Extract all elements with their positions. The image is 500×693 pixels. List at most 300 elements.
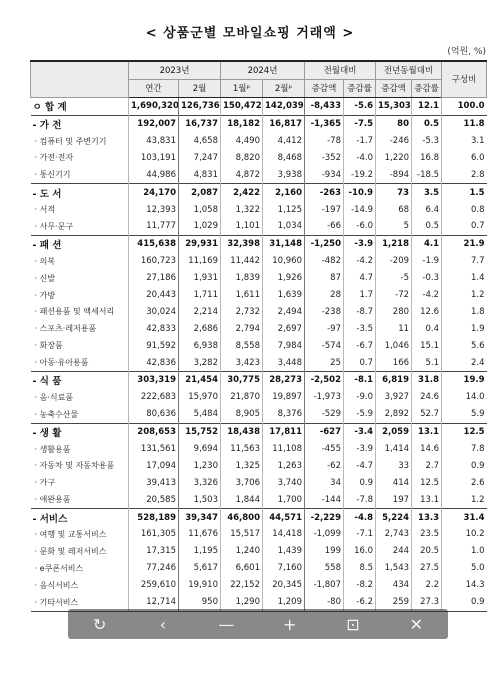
table-row xyxy=(31,457,487,474)
table-cell: 2.6 xyxy=(442,474,487,491)
table-cell: 3,448 xyxy=(263,354,305,371)
table-cell: 6,938 xyxy=(179,337,221,354)
table-cell: 77,246 xyxy=(129,560,179,577)
table-row xyxy=(31,474,487,491)
table-cell: 24.6 xyxy=(412,389,442,406)
table-cell: 2,686 xyxy=(179,320,221,337)
table-cell: 2.2 xyxy=(412,577,442,594)
table-cell: 126,736 xyxy=(179,97,221,115)
table-cell: 13.1 xyxy=(412,491,442,508)
table-cell: 43,831 xyxy=(129,133,179,150)
table-cell: 1,209 xyxy=(263,594,305,611)
table-cell: 2,494 xyxy=(263,303,305,320)
table-cell: 0.5 xyxy=(412,218,442,235)
table-cell: 17,315 xyxy=(129,543,179,560)
table-cell: -455 xyxy=(305,441,344,458)
table-cell: 23.5 xyxy=(412,526,442,543)
table-cell: 3,282 xyxy=(179,354,221,371)
table-cell: 1.7 xyxy=(344,287,376,304)
table-cell: 1.2 xyxy=(442,491,487,508)
table-cell: -529 xyxy=(305,406,344,423)
table-cell: 100.0 xyxy=(442,97,487,115)
table-cell: -1,099 xyxy=(305,526,344,543)
row-label: · 음식서비스 xyxy=(34,580,79,590)
table-cell: -5.6 xyxy=(344,97,376,115)
table-cell: 11,108 xyxy=(263,441,305,458)
table-cell: -4.8 xyxy=(344,509,376,526)
table-cell: -78 xyxy=(305,133,344,150)
table-cell: 142,039 xyxy=(263,97,305,115)
table-cell: 12.5 xyxy=(412,474,442,491)
table-cell: -1,365 xyxy=(305,115,344,132)
prev-icon[interactable]: ‹ xyxy=(159,614,167,634)
table-cell: 1,639 xyxy=(263,287,305,304)
table-row xyxy=(31,287,487,304)
row-label: · 통신기기 xyxy=(34,170,71,180)
table-cell: 8,905 xyxy=(221,406,263,423)
row-label: · e쿠폰서비스 xyxy=(34,563,84,573)
table-cell: 5.0 xyxy=(442,560,487,577)
table-cell: 280 xyxy=(376,303,412,320)
table-cell: 1,690,320 xyxy=(129,97,179,115)
table-cell: -934 xyxy=(305,166,344,183)
row-label: · 사무·문구 xyxy=(34,221,74,231)
table-cell: -4.7 xyxy=(344,457,376,474)
table-cell: 4,658 xyxy=(179,133,221,150)
table-cell: -72 xyxy=(376,287,412,304)
table-cell: -2,502 xyxy=(305,372,344,389)
table-cell: -5.3 xyxy=(412,133,442,150)
table-cell: 1.8 xyxy=(442,303,487,320)
table-cell: 28,273 xyxy=(263,372,305,389)
table-cell: 31.4 xyxy=(442,509,487,526)
minus-icon[interactable]: — xyxy=(218,614,235,634)
table-row xyxy=(31,441,487,458)
table-cell: 7.8 xyxy=(442,441,487,458)
row-label: - 가 전 xyxy=(31,115,129,132)
table-cell: 4,412 xyxy=(263,133,305,150)
table-cell: 13.3 xyxy=(412,509,442,526)
table-cell: 5,224 xyxy=(376,509,412,526)
table-cell: 14.0 xyxy=(442,389,487,406)
table-cell: 7.7 xyxy=(442,253,487,270)
table-cell: 4,490 xyxy=(221,133,263,150)
table-cell: 25 xyxy=(305,354,344,371)
table-cell: 1,029 xyxy=(179,218,221,235)
table-cell: 160,723 xyxy=(129,253,179,270)
table-cell: 2,743 xyxy=(376,526,412,543)
table-cell: 1,240 xyxy=(221,543,263,560)
table-cell: 197 xyxy=(376,491,412,508)
header-mom-diff: 증감액 xyxy=(305,79,344,97)
table-cell: 5,484 xyxy=(179,406,221,423)
table-row xyxy=(31,115,487,132)
header-share: 구성비 xyxy=(442,61,487,97)
table-cell: 8,558 xyxy=(221,337,263,354)
table-row xyxy=(31,253,487,270)
table-cell: 14,418 xyxy=(263,526,305,543)
table-cell: 52.7 xyxy=(412,406,442,423)
table-cell: 16,737 xyxy=(179,115,221,132)
table-cell: 244 xyxy=(376,543,412,560)
table-cell: 1,101 xyxy=(221,218,263,235)
table-row xyxy=(31,133,487,150)
table-row xyxy=(31,270,487,287)
table-body xyxy=(31,97,487,611)
table-cell: 2.4 xyxy=(442,354,487,371)
table-cell: 3,706 xyxy=(221,474,263,491)
row-label: · 패션용품 및 액세서리 xyxy=(34,307,115,317)
table-cell: 528,189 xyxy=(129,509,179,526)
table-cell: 80 xyxy=(376,115,412,132)
table-cell: 27,186 xyxy=(129,270,179,287)
table-cell: 80,636 xyxy=(129,406,179,423)
table-cell: 1,263 xyxy=(263,457,305,474)
table-cell: -0.3 xyxy=(412,270,442,287)
table-cell: 166 xyxy=(376,354,412,371)
table-cell: 0.4 xyxy=(412,320,442,337)
table-cell: 46,800 xyxy=(221,509,263,526)
row-label: - 식 품 xyxy=(31,372,129,389)
table-row xyxy=(31,509,487,526)
table-cell: -9.0 xyxy=(344,389,376,406)
table-cell: 12,714 xyxy=(129,594,179,611)
table-cell: 2,794 xyxy=(221,320,263,337)
row-label: · 가방 xyxy=(34,290,56,300)
table-cell: -3.9 xyxy=(344,441,376,458)
table-cell: 1,611 xyxy=(221,287,263,304)
table-cell: 11,442 xyxy=(221,253,263,270)
table-cell: 15,970 xyxy=(179,389,221,406)
table-cell: -1.9 xyxy=(412,253,442,270)
table-cell: 192,007 xyxy=(129,115,179,132)
table-cell: 6,819 xyxy=(376,372,412,389)
table-cell: 1,325 xyxy=(221,457,263,474)
row-label: - 서비스 xyxy=(31,509,129,526)
table-cell: 222,683 xyxy=(129,389,179,406)
table-cell: 6,601 xyxy=(221,560,263,577)
table-row xyxy=(31,491,487,508)
table-cell: -238 xyxy=(305,303,344,320)
table-cell: 161,305 xyxy=(129,526,179,543)
table-cell: 12,393 xyxy=(129,201,179,218)
table-row xyxy=(31,149,487,166)
table-cell: 0.9 xyxy=(442,457,487,474)
table-cell: 31.8 xyxy=(412,372,442,389)
table-cell: 4,831 xyxy=(179,166,221,183)
table-cell: 6.4 xyxy=(412,201,442,218)
table-cell: -3.4 xyxy=(344,423,376,440)
header-mom-rate: 증감률 xyxy=(344,79,376,97)
table-cell: -7.8 xyxy=(344,491,376,508)
table-cell: -4.0 xyxy=(344,149,376,166)
table-cell: 259,610 xyxy=(129,577,179,594)
table-cell: 12.1 xyxy=(412,97,442,115)
table-cell: 13.1 xyxy=(412,423,442,440)
table-cell: 2,087 xyxy=(179,184,221,201)
table-cell: 1,414 xyxy=(376,441,412,458)
table-cell: 2,732 xyxy=(221,303,263,320)
table-cell: 22,152 xyxy=(221,577,263,594)
table-cell: -4.2 xyxy=(344,253,376,270)
row-label: · 신발 xyxy=(34,273,56,283)
table-cell: -3.5 xyxy=(344,320,376,337)
header-feb: 2월 xyxy=(179,79,221,97)
row-label: · 의복 xyxy=(34,256,56,266)
table-row xyxy=(31,354,487,371)
table-cell: -6.0 xyxy=(344,218,376,235)
row-label: · 자동차 및 자동차용품 xyxy=(34,461,115,471)
table-cell: -482 xyxy=(305,253,344,270)
header-yoy-diff: 증감액 xyxy=(376,79,412,97)
shopping-table xyxy=(30,60,487,612)
table-cell: 7,247 xyxy=(179,149,221,166)
table-cell: -80 xyxy=(305,594,344,611)
table-cell: 20,585 xyxy=(129,491,179,508)
table-cell: 30,024 xyxy=(129,303,179,320)
table-cell: 1,503 xyxy=(179,491,221,508)
table-cell: 44,571 xyxy=(263,509,305,526)
row-label: · 문화 및 레저서비스 xyxy=(34,546,107,556)
table-row xyxy=(31,97,487,115)
table-cell: 17,811 xyxy=(263,423,305,440)
table-cell: 8,820 xyxy=(221,149,263,166)
table-cell: 1,543 xyxy=(376,560,412,577)
table-cell: 4,872 xyxy=(221,166,263,183)
table-cell: 11 xyxy=(376,320,412,337)
row-label: ㅇ 합 계 xyxy=(31,97,129,115)
table-cell: 11,563 xyxy=(221,441,263,458)
table-cell: 1,058 xyxy=(179,201,221,218)
header-jan-p: 1월ᵖ xyxy=(221,79,263,97)
table-cell: 199 xyxy=(305,543,344,560)
table-cell: 1,220 xyxy=(376,149,412,166)
table-cell: 20,443 xyxy=(129,287,179,304)
loop-icon[interactable]: ↻ xyxy=(92,614,107,634)
table-cell: 16,817 xyxy=(263,115,305,132)
table-row xyxy=(31,303,487,320)
header-feb-p: 2월ᵖ xyxy=(263,79,305,97)
table-cell: 20.5 xyxy=(412,543,442,560)
table-cell: -4.2 xyxy=(412,287,442,304)
image-viewer-toolbar[interactable] xyxy=(68,609,448,639)
table-cell: 18,438 xyxy=(221,423,263,440)
table-cell: -8,433 xyxy=(305,97,344,115)
document-title: < 상품군별 모바일쇼핑 거래액 > xyxy=(145,26,355,41)
row-label: · 기타서비스 xyxy=(31,594,129,611)
table-cell: 29,931 xyxy=(179,235,221,252)
table-cell: -10.9 xyxy=(344,184,376,201)
header-row-1 xyxy=(31,61,487,79)
table-cell: 1,700 xyxy=(263,491,305,508)
table-row xyxy=(31,235,487,252)
table-cell: 1.0 xyxy=(442,543,487,560)
table-cell: 0.9 xyxy=(344,474,376,491)
row-label: · 가전·전자 xyxy=(34,153,74,163)
table-cell: 1,290 xyxy=(221,594,263,611)
table-cell: 1,926 xyxy=(263,270,305,287)
header-yoy-rate: 증감률 xyxy=(412,79,442,97)
table-cell: 1.5 xyxy=(442,184,487,201)
table-cell: -352 xyxy=(305,149,344,166)
table-cell: -1,807 xyxy=(305,577,344,594)
table-cell: 3,938 xyxy=(263,166,305,183)
table-cell: 21,454 xyxy=(179,372,221,389)
table-cell: 434 xyxy=(376,577,412,594)
row-label: · 서적 xyxy=(34,205,56,215)
table-cell: 20,345 xyxy=(263,577,305,594)
table-cell: 5 xyxy=(376,218,412,235)
table-cell: 0.8 xyxy=(442,201,487,218)
table-cell: 1,195 xyxy=(179,543,221,560)
table-cell: 8,468 xyxy=(263,149,305,166)
table-row xyxy=(31,389,487,406)
table-cell: -18.5 xyxy=(412,166,442,183)
table-cell: 34 xyxy=(305,474,344,491)
table-cell: 150,472 xyxy=(221,97,263,115)
row-label: · 농축수산물 xyxy=(34,409,79,419)
table-cell: -6.2 xyxy=(344,594,376,611)
table-cell: 73 xyxy=(376,184,412,201)
table-cell: 14.6 xyxy=(412,441,442,458)
fit-icon[interactable]: ⊡ xyxy=(346,614,360,634)
table-cell: 4.1 xyxy=(412,235,442,252)
table-row xyxy=(31,423,487,440)
table-cell: 1,125 xyxy=(263,201,305,218)
table-cell: 39,413 xyxy=(129,474,179,491)
table-cell: 950 xyxy=(179,594,221,611)
table-cell: 14.3 xyxy=(442,577,487,594)
table-cell: 3.5 xyxy=(412,184,442,201)
table-cell: 4.7 xyxy=(344,270,376,287)
table-cell: 1.9 xyxy=(442,320,487,337)
table-cell: 87 xyxy=(305,270,344,287)
header-annual: 연간 xyxy=(129,79,179,97)
row-label: · 애완용품 xyxy=(34,495,71,505)
table-row xyxy=(31,372,487,389)
table-cell: -97 xyxy=(305,320,344,337)
table-cell: 15,517 xyxy=(221,526,263,543)
table-cell: -2,229 xyxy=(305,509,344,526)
table-cell: 68 xyxy=(376,201,412,218)
table-cell: 5.9 xyxy=(442,406,487,423)
table-cell: 15.1 xyxy=(412,337,442,354)
table-cell: 21,870 xyxy=(221,389,263,406)
table-cell: 19,897 xyxy=(263,389,305,406)
table-cell: -1,250 xyxy=(305,235,344,252)
table-cell: -8.1 xyxy=(344,372,376,389)
table-cell: 15,303 xyxy=(376,97,412,115)
table-cell: 12.5 xyxy=(442,423,487,440)
table-cell: 2.8 xyxy=(442,166,487,183)
table-cell: 131,561 xyxy=(129,441,179,458)
table-cell: 5.6 xyxy=(442,337,487,354)
table-cell: 16.8 xyxy=(412,149,442,166)
table-cell: 3.1 xyxy=(442,133,487,150)
table-cell: -5.9 xyxy=(344,406,376,423)
table-row xyxy=(31,526,487,543)
table-cell: 103,191 xyxy=(129,149,179,166)
close-icon[interactable]: ✕ xyxy=(409,614,423,634)
row-label: · 화장품 xyxy=(34,341,63,351)
row-label: · 여행 및 교통서비스 xyxy=(34,529,107,539)
table-cell: 10,960 xyxy=(263,253,305,270)
table-cell: 2,422 xyxy=(221,184,263,201)
table-cell: 5,617 xyxy=(179,560,221,577)
table-cell: 5.1 xyxy=(412,354,442,371)
row-label: · 스포츠·레저용품 xyxy=(34,324,97,334)
row-label: · 아동·유아용품 xyxy=(34,358,89,368)
table-cell: 1,034 xyxy=(263,218,305,235)
table-cell: -894 xyxy=(376,166,412,183)
table-cell: 2,892 xyxy=(376,406,412,423)
table-cell: 27.3 xyxy=(412,594,442,611)
table-cell: -1.7 xyxy=(344,133,376,150)
table-cell: -263 xyxy=(305,184,344,201)
table-cell: 1,218 xyxy=(376,235,412,252)
table-cell: -8.2 xyxy=(344,577,376,594)
table-cell: 11.8 xyxy=(442,115,487,132)
table-cell: 2,214 xyxy=(179,303,221,320)
table-cell: 259 xyxy=(376,594,412,611)
table-cell: 31,148 xyxy=(263,235,305,252)
table-cell: -8.7 xyxy=(344,303,376,320)
table-cell: -197 xyxy=(305,201,344,218)
table-cell: 21.9 xyxy=(442,235,487,252)
table-cell: 27.5 xyxy=(412,560,442,577)
table-cell: -7.5 xyxy=(344,115,376,132)
table-cell: -62 xyxy=(305,457,344,474)
table-cell: 1,844 xyxy=(221,491,263,508)
table-row xyxy=(31,577,487,594)
table-cell: 303,319 xyxy=(129,372,179,389)
table-cell: 11,169 xyxy=(179,253,221,270)
table-cell: -6.7 xyxy=(344,337,376,354)
unit-label: (억원, %) xyxy=(447,47,486,57)
table-cell: 16.0 xyxy=(344,543,376,560)
table-cell: 1,711 xyxy=(179,287,221,304)
table-cell: 11,777 xyxy=(129,218,179,235)
table-cell: 91,592 xyxy=(129,337,179,354)
table-cell: 19,910 xyxy=(179,577,221,594)
table-cell: 3,740 xyxy=(263,474,305,491)
table-cell: 6.0 xyxy=(442,149,487,166)
table-cell: 8.5 xyxy=(344,560,376,577)
table-cell: -5 xyxy=(376,270,412,287)
table-cell: -19.2 xyxy=(344,166,376,183)
table-cell: 8,376 xyxy=(263,406,305,423)
table-cell: 17,094 xyxy=(129,457,179,474)
table-row xyxy=(31,320,487,337)
table-row xyxy=(31,560,487,577)
table-cell: 1.4 xyxy=(442,270,487,287)
table-cell: 33 xyxy=(376,457,412,474)
table-row xyxy=(31,166,487,183)
table-cell: 42,833 xyxy=(129,320,179,337)
table-cell: -7.1 xyxy=(344,526,376,543)
header-2024: 2024년 xyxy=(221,61,305,79)
table-cell: 1.2 xyxy=(442,287,487,304)
row-label: · 음·식료품 xyxy=(34,392,74,402)
table-cell: 0.7 xyxy=(344,354,376,371)
plus-icon[interactable]: + xyxy=(282,614,297,634)
table-row xyxy=(31,543,487,560)
table-cell: 558 xyxy=(305,560,344,577)
row-label: - 생 활 xyxy=(31,423,129,440)
table-cell: 7,160 xyxy=(263,560,305,577)
table-cell: 24,170 xyxy=(129,184,179,201)
table-cell: 2,160 xyxy=(263,184,305,201)
